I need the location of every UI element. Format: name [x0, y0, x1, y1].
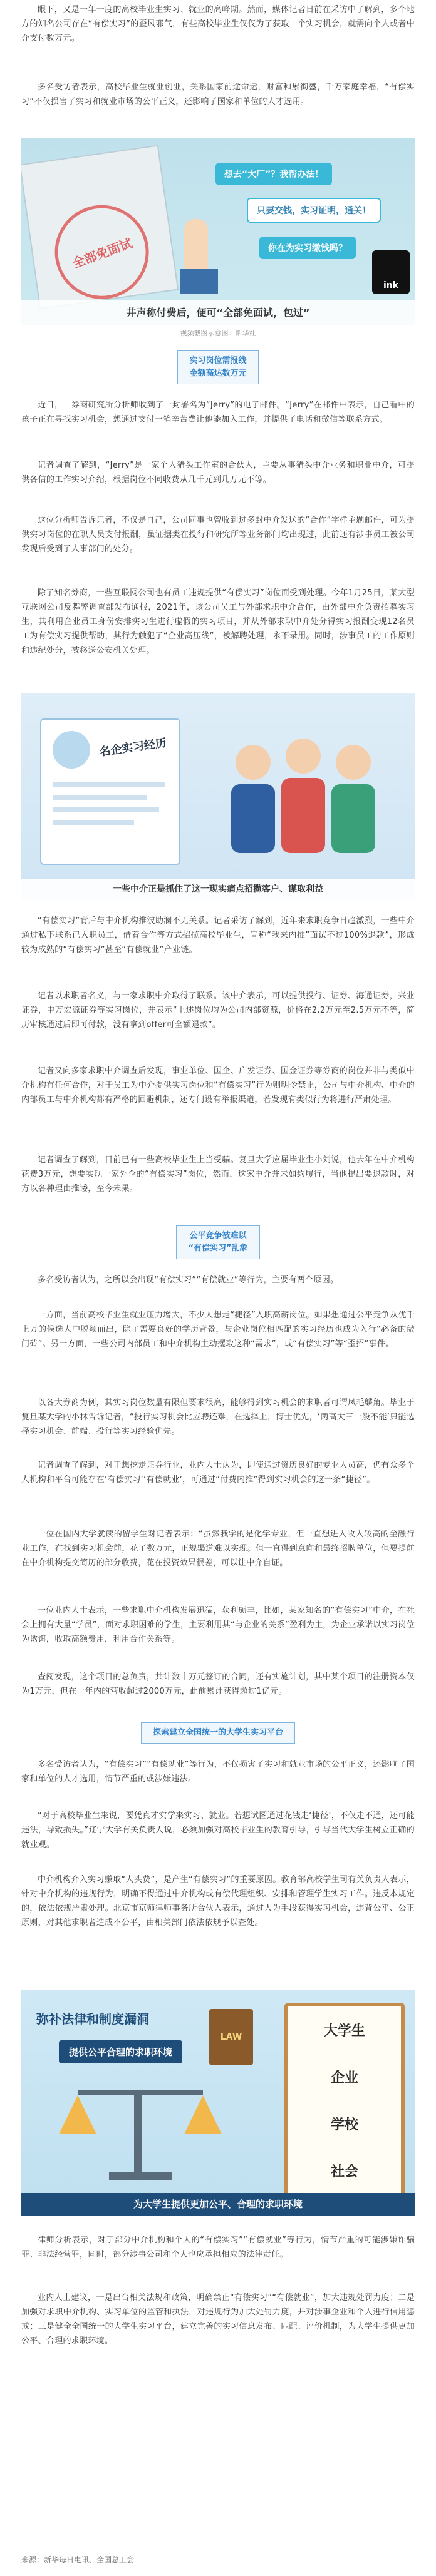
banner-caption: 为大学生提供更加公平、合理的求职环境 [21, 2193, 415, 2216]
banner-caption: 井声称付费后，便可“全部免面试，包过” [21, 300, 415, 325]
notice-board [284, 2003, 405, 2198]
illustration-banner-2 [21, 693, 415, 900]
source-footer: 来源：新华每日电讯、全国总工会 [21, 2555, 135, 2564]
paragraph: 记者调查了解到，对于想挖走证券行业，业内人士认为，即使通过资历良好的专业人员高，仍有众多个人机构和平台可能存在‘有偿实习’‘有偿就业’，可通过“付费内推”得到实习机会的这一条“捷径”。 [21, 1461, 415, 1485]
section-heading-1 [0, 350, 436, 384]
paragraph: 近日，一券商研究所分析师收到了一封署名为“Jerry”的电子邮件。“Jerry”在邮件中表示，自己看中的孩子正在寻找实习机会，想通过支付一笔辛苦费让他能加入工作，并提供了电话和微信等联系方式。 [21, 401, 415, 424]
paragraph: 多名受访者认为，之所以会出现“有偿实习”“有偿就业”等行为，主要有两个原因。 [38, 1275, 339, 1285]
paragraph: 多名受访者认为，“有偿实习”“有偿就业”等行为，不仅损害了实习和就业市场的公平正义，还影响了国家和单位的人才选用，情节严重的或涉嫌违法。 [21, 1760, 415, 1784]
board-item: 企业 [330, 2070, 358, 2086]
paragraph: 律师分析表示，对于部分中介机构和个人的“有偿实习”“有偿就业”等行为，情节严重的可能涉嫌诈骗罪、非法经营罪，同时，部分涉事公司和个人也应承担相应的法律责任。 [21, 2236, 415, 2259]
banner-caption: 一些中介正是抓住了这一现实痛点招揽客户、谋取利益 [21, 879, 415, 900]
section-heading-2 [0, 1225, 436, 1259]
paragraph: 一位在国内大学就读的留学生对记者表示：“虽然我学的是化学专业，但一直想进入收入较高的金融行业工作，在找到实习机会前，花了数万元，正规渠道难以实现。但一直得到意向和最终招聘单位，但要提前在中介机构提交简历的部分收费，花在投资效果很差，可以让中介自证。 [21, 1530, 415, 1568]
illustration-banner-3 [21, 1990, 415, 2216]
board-item: 社会 [330, 2164, 358, 2180]
paragraph: 记者调查了解到，“Jerry”是一家个人猎头工作室的合伙人，主要从事猎头中介业务和职业中介，可提供各信的工作实习介绍，根据岗位不同收费从几千元到几万元不等。 [21, 461, 415, 484]
speech-bubble: 你在为实习缴钱吗？ [259, 237, 356, 259]
paragraph: “有偿实习”背后与中介机构推波助澜不无关系。记者采访了解到，近年来求职竞争日趋激烈，一些中介通过私下联系已入职员工，借着合作等方式招揽高校毕业生，宣称“我来内推”面试不过100%退款”，形成较为成熟的“有偿实习”甚至“有偿就业”产业链。 [21, 916, 415, 954]
paragraph: 查阅发现，这个项目的总负责，共计数十万元签订的合同，还有实施计划，其中某个项目的注册资本仅为1万元，但在一年内的营收超过2000万元，此前累计获得超过1亿元。 [21, 1672, 415, 1696]
paragraph: 除了知名券商，一些互联网公司也有员工违规提供“有偿实习”岗位而受到处理。今年1月25日，某大型互联网公司反舞弊调查部发布通报，2021年，该公司员工与外部求职中介合作，由外部中介负责招募实习生，其利用企业员工身份安排实习生进行虚假的实习项目，并从外部求职中介处分得实习报酬变现12名员工为有偿实习提供帮助，其行为触犯了“企业高压线”，被解聘处理，永不录用。同时，涉事员工的工作原则和违纪处分，被移送公安机关处理。 [21, 588, 415, 655]
paragraph: 记者调查了解到，目前已有一些高校毕业生上当受骗。复旦大学应届毕业生小刘说，他去年在中介机构花费3万元，想要实现一家外企的“有偿实习”岗位，然而，这家中介并未如约履行，当他提出要退款时，对方以各种理由推诿，至今未果。 [21, 1155, 415, 1193]
paragraph: 以各大券商为例，其实习岗位数量有限但要求很高，能够得到实习机会的求职者可谓凤毛麟角。毕业于复旦某大学的小林告诉记者，“投行实习机会比应聘还难，在选择上，博士优先，‘两高大三一般不能’只能选择实习机会、前端、投行等实习经验优先。 [21, 1398, 415, 1436]
board-item: 学校 [330, 2117, 358, 2133]
scale-illustration [40, 2078, 241, 2184]
people-group-illustration [209, 725, 397, 875]
paragraph: 记者又向多家求职中介调查后发现，事业单位、国企、广发证券、国金证券等券商的岗位并非与类似中介机构有任何合作，对于员工为中介提供实习岗位和“有偿实习”行为则明令禁止，公司与中介机构、中介的内部员工与中介机构都有严格的回避机制，还专门设有举报渠道，若发现有类似行为将进行严肃处理。 [21, 1066, 415, 1105]
card-title: 名企实习经历 [98, 736, 168, 759]
illustration-banner-1 [21, 138, 415, 325]
image-caption: 视频截图示意图：新华社 [180, 329, 256, 337]
resume-card [40, 718, 180, 865]
law-book-icon: LAW [209, 2009, 253, 2065]
speech-bubble: 想去“大厂”？我帮办法！ [215, 163, 332, 185]
ink-bottle: ink [372, 250, 410, 294]
section-heading-line: 公平竞争被难以 [189, 1231, 247, 1240]
paragraph: 这位分析师告诉记者，不仅是自己，公司同事也曾收到过多封中介发送的“合作”字样主题邮件，可为提供实习岗位的在职人员支付报酬，虽证据类在投行和研究所等业务部门均出现过，此前还有涉事员工被公司发现后受到了人事部门的处分。 [21, 516, 415, 554]
paragraph: “对于高校毕业生来说，要凭真才实学来实习、就业。若想试图通过花钱走‘捷径’，不仅走不通，还可能违法，导致损失。”辽宁大学有关负责人说，必须加强对高校毕业生的教育引导，引导当代大学生树立正确的就业观。 [21, 1811, 415, 1849]
section-heading-line: 金额高达数万元 [189, 369, 247, 378]
banner-title: 弥补法律和制度漏洞 [36, 2011, 149, 2027]
section-heading-line: 实习岗位需报线 [189, 356, 247, 365]
paragraph: 业内人士建议，一是出台相关法规和政策，明确禁止“有偿实习”“有偿就业”，加大违规处罚力度；二是加强对求职中介机构、实习单位的监管和执法，对违规行为加大处罚力度，并对涉事企业和个人进行信用惩戒；三是健全全国统一的大学生实习平台，建立完善的实习信息发布、匹配、评价机制，为大学生提供更加公平、合理的求职环境。 [21, 2293, 415, 2346]
paragraph: 一位业内人士表示，一些求职中介机构发展迅猛，获利颇丰，比如，某家知名的“有偿实习”中介，在社会上拥有大量“学员”，面对求职困难的学生，主要利用其“与企业的关系”盈利为主，为企业承诺以实习岗位为诱饵，收取高额费用，利用合作关系等。 [21, 1606, 415, 1644]
banner-subtitle: 提供公平合理的求职环境 [59, 2040, 182, 2063]
paragraph-intro: 眼下，又是一年一度的高校毕业生实习、就业的高峰期。然而，媒体记者日前在采访中了解到，多个地方的知名公司存在“有偿实习”的歪风邪气，有些高校毕业生仅仅为了获取一个实习机会，就需向个人或者中介支付数万元。 [21, 5, 415, 43]
document-image [21, 145, 179, 310]
paragraph: 一方面，当前高校毕业生就业压力增大，不少人想走“捷径”入职高薪岗位。如果想通过公平竞争从优千上万的候选人中脱颖而出，除了需要良好的学历背景，与企业岗位相匹配的实习经历也成为入行“必备的敲门砖”。另一方面，一些公司内部员工和中介机构主动攫取这种“需求”，或“有偿实习”等“歪招”事件。 [21, 1311, 415, 1349]
avatar [53, 731, 90, 769]
stamp-seal: 全部免面试 [41, 192, 162, 312]
paragraph: 中介机构介入实习赚取“人头费”，是产生“有偿实习”的重要原因。教育部高校学生司有关负责人表示，针对中介机构的违规行为，明确不得通过中介机构或有偿代理组织、安排和管理学生实习工作。违反本规定的，依法依规严肃处理。北京市京师律师事务所合伙人表示，通过人为手段获得实习机会，违背公平、公正原则，对其他求职者造成不公平，由相关部门依法依规予以查处。 [21, 1875, 415, 1928]
paragraph: 多名受访者表示，高校毕业生就业创业，关系国家前途命运，财富和累彻盛，千万家庭幸福，“有偿实习”不仅损害了实习和就业市场的公平正义，还影响了国家和单位的人才选用。 [21, 83, 415, 106]
section-heading-line: “有偿实习”乱象 [188, 1244, 248, 1253]
board-item: 大学生 [323, 2023, 365, 2039]
section-heading-3 [0, 1722, 436, 1744]
section-heading-line: 探索建立全国统一的大学生实习平台 [152, 1728, 283, 1737]
hand-illustration [172, 213, 228, 294]
paragraph: 记者以求职者名义，与一家求职中介取得了联系。该中介表示，可以提供投行、证券、海通证券，兴业证券，申万宏源证券等实习岗位，并表示“上述岗位均为公司内部资源，价格在2.2万元至2.5万元不等，简历审核通过后即可付款，没有拿到offer可全额退款”。 [21, 991, 415, 1030]
speech-bubble: 只要交钱，实习证明，通关！ [247, 198, 381, 223]
